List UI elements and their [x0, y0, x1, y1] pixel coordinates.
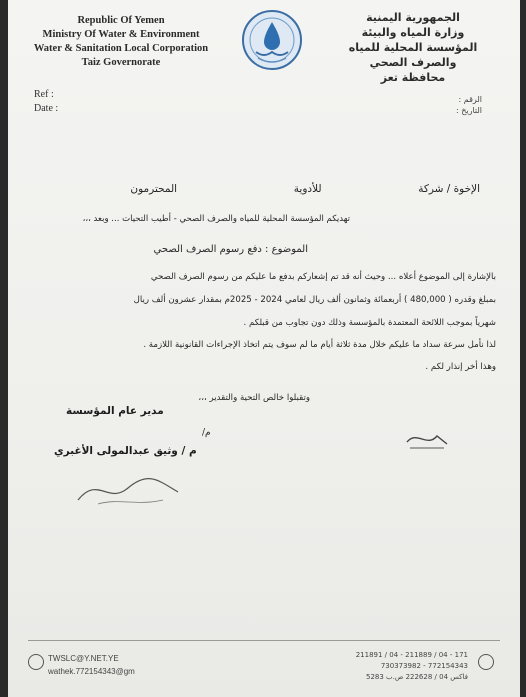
addressee-name: للأدوية [293, 183, 322, 195]
date-label-ar: التاريخ : [455, 106, 482, 115]
footer-mobile: 772154343 - 730373982 [380, 662, 468, 670]
greeting: تهديكم المؤسسة المحلية للمياه والصرف الصحي - أطيب التحيات ... وبعد ،،، [82, 214, 350, 224]
addressee-respected: المحترمون [130, 183, 178, 195]
signature-slash: /م [202, 428, 211, 438]
signatory-title: مدير عام المؤسسة [66, 405, 164, 417]
header-en-line4: Taiz Governorate [81, 57, 161, 68]
header-ar-line2: وزارة المياه والبيئة [361, 26, 465, 39]
body-line-5: وهذا أخر إنذار لكم . [425, 362, 496, 372]
email-icon [28, 654, 44, 670]
addressee-to: الإخوة / شركة [418, 183, 480, 195]
date-label: Date : [34, 103, 59, 114]
header-en-line3: Water & Sanitation Local Corporation [33, 43, 209, 54]
footer-contact [48, 652, 135, 678]
header-arabic [328, 10, 498, 85]
ref-label: Ref : [34, 89, 54, 100]
handwritten-signature-icon [68, 470, 188, 510]
addressee [80, 183, 480, 195]
ref-block [34, 88, 58, 116]
body-line-1: بالإشارة إلى الموضوع أعلاه ... وحيث أنه قد تم إشعاركم بدفع ما عليكم من رسوم الصرف الصحي [150, 272, 496, 282]
ref-label-ar: الرقم : [458, 95, 482, 104]
signatory-name: م / وثيق عبدالمولى الأغبري [54, 445, 197, 457]
header-en-line2: Ministry Of Water & Environment [42, 29, 200, 40]
body-line-2: بمبلغ وقدره ( 480,000 ) أربعمائة وثمانون ألف ريال لعامي 2024 - 2025م بمقدار عشرون ألف ريال [133, 295, 496, 305]
footer-email2: wathek.772154343@gm [48, 667, 135, 676]
footer-divider [28, 640, 500, 641]
header-ar-line3: المؤسسة المحلية للمياه والصرف الصحي [348, 41, 478, 69]
header-ar-line1: الجمهورية اليمنية [366, 11, 460, 24]
header-ar-line4: محافظة تعز [380, 71, 446, 84]
ref-block-arabic [456, 94, 482, 116]
closing-line: وتقبلوا خالص التحية والتقدير ،،، [198, 393, 310, 403]
header-english [26, 14, 216, 70]
footer-phones-line: 171 - 04 / 211889 - 04 / 211891 [355, 651, 468, 659]
body-line-3: شهرياً بموجب اللائحة المعتمدة بالمؤسسة وذلك دون تجاوب من قبلكم . [243, 318, 496, 328]
footer-fax: فاكس 04 / 222628 ص.ب 5283 [366, 673, 468, 681]
footer-phones [356, 650, 468, 683]
subject: الموضوع : دفع رسوم الصرف الصحي [153, 244, 308, 255]
corporation-logo-icon [240, 8, 304, 78]
letter-page [8, 0, 520, 697]
body-line-4: لذا نأمل سرعة سداد ما عليكم خلال مدة ثلاثة أيام ما لم سوف يتم اتخاذ الإجراءات القانونية اللازمة . [143, 340, 496, 350]
phone-icon [478, 654, 494, 670]
footer-email: TWSLC@Y.NET.YE [48, 654, 119, 663]
initial-mark-icon [402, 422, 452, 452]
header-en-line1: Republic Of Yemen [77, 15, 165, 26]
